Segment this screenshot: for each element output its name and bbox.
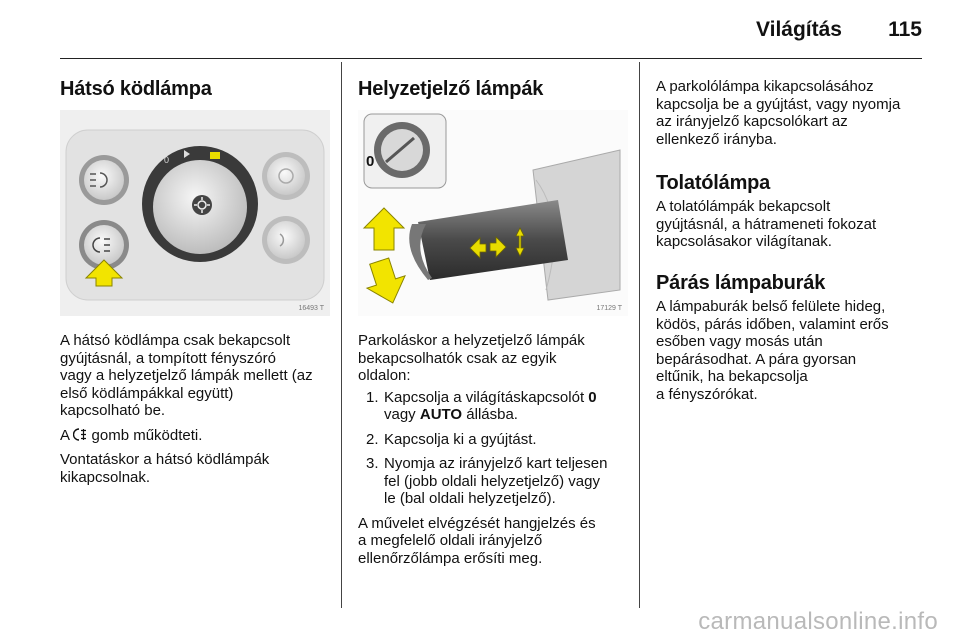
- section-title: Világítás: [756, 18, 842, 41]
- watermark: carmanualsonline.info: [698, 608, 938, 635]
- figure-light-switch-panel: [60, 110, 330, 316]
- figure-indicator-stalk: [358, 110, 628, 316]
- ignition-position-zero: 0: [366, 153, 375, 170]
- rear-fog-symbol-icon: [73, 428, 87, 441]
- figure-code: 16493 T: [298, 305, 324, 312]
- page-header: [0, 0, 960, 60]
- paragraph-rear-fog-1: A hátsó ködlámpa csak bekapcsolt gyújtásnál, a tompított fényszóró vagy a helyzetjelző lámpák mellett (az első ködlámpákkal együtt) kapcsolható be.: [60, 332, 313, 419]
- paragraph-parking-intro: Parkoláskor a helyzetjelző lámpák bekapcsolhatók csak az egyik oldalon:: [358, 332, 585, 384]
- paragraph-reversing-lights: A tolatólámpák bekapcsolt gyújtásnál, a hátrameneti fokozat kapcsolásakor világítanak.: [656, 198, 877, 250]
- list-item: 2. Kapcsolja ki a gyújtást.: [366, 430, 537, 448]
- right-lower-button: [267, 221, 305, 259]
- header-rule: [60, 58, 922, 59]
- paragraph-misted-lenses: A lámpaburák belső felülete hideg, ködös, párás időben, valamint erős esőben vagy mosás után bepárásodhat. A pára gyorsan eltűnik, ha bekapcsolja a fényszórókat.: [656, 298, 889, 403]
- parking-steps-list: [358, 389, 633, 508]
- paragraph-rear-fog-3: Vontatáskor a hátsó ködlámpák kikapcsolnak.: [60, 451, 270, 486]
- heading-parking-lights: Helyzetjelző lámpák: [358, 78, 544, 100]
- list-item: 3. Nyomja az irányjelző kart teljesen fel (jobb oldali helyzetjelző) vagy le (bal oldali helyzetjelző).: [366, 455, 608, 507]
- heading-reversing-lights: Tolatólámpa: [656, 172, 771, 194]
- right-upper-button: [267, 157, 305, 195]
- heading-misted-lenses: Párás lámpaburák: [656, 272, 826, 294]
- light-switch-illustration: [60, 110, 330, 316]
- column-divider-1: [341, 62, 342, 608]
- figure-code: 17129 T: [596, 305, 622, 312]
- heading-rear-fog-lamp: Hátsó ködlámpa: [60, 78, 212, 100]
- paragraph-parking-off: A parkolólámpa kikapcsolásához kapcsolja be a gyújtást, vagy nyomja az irányjelző kapcsolókart az ellenkező irányba.: [656, 78, 901, 148]
- list-item: 1. Kapcsolja a világításkapcsolót 0 vagy AUTO állásba.: [366, 388, 597, 423]
- paragraph-rear-fog-2: A gomb működteti.: [60, 426, 203, 444]
- indicator-yellow: [210, 152, 220, 159]
- column-divider-2: [639, 62, 640, 608]
- page-number: 115: [888, 18, 922, 41]
- indicator-stalk-illustration: [358, 110, 628, 316]
- svg-text:0: 0: [164, 155, 170, 165]
- paragraph-parking-outro: A művelet elvégzését hangjelzés és a megfelelő oldali irányjelző ellenőrzőlámpa erősíti meg.: [358, 514, 596, 567]
